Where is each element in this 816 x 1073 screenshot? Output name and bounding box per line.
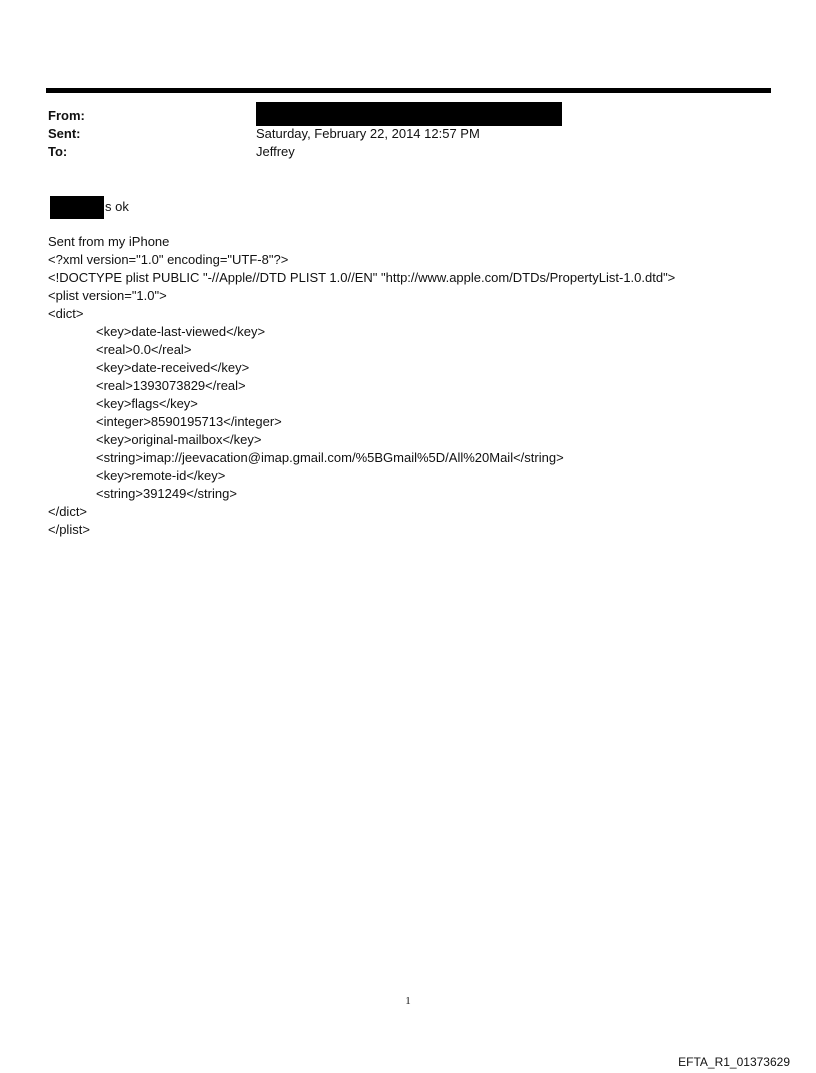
plist-line: <real>1393073829</real> [96,378,246,393]
plist-line: <key>flags</key> [96,396,198,411]
from-label: From: [48,108,85,123]
sent-value: Saturday, February 22, 2014 12:57 PM [256,126,480,141]
to-label: To: [48,144,68,159]
plist-line: <key>date-last-viewed</key> [96,324,266,339]
message-redaction [50,196,104,219]
plist-line: <real>0.0</real> [96,342,192,357]
plist-line: <key>remote-id</key> [96,468,226,483]
from-redaction [256,102,562,126]
header-rule [46,88,771,93]
page-number: 1 [405,995,411,1007]
plist-xml-declaration: <?xml version="1.0" encoding="UTF-8"?> [48,252,289,267]
plist-line: <key>original-mailbox</key> [96,432,262,447]
plist-open-tag: <plist version="1.0"> [48,288,167,303]
plist-close-tag: </plist> [48,522,90,537]
message-signature: Sent from my iPhone [48,234,170,249]
plist-line: <string>391249</string> [96,486,237,501]
plist-line: <integer>8590195713</integer> [96,414,282,429]
dict-close-tag: </dict> [48,504,88,519]
document-id: EFTA_R1_01373629 [678,1055,790,1069]
dict-open-tag: <dict> [48,306,84,321]
plist-line: <key>date-received</key> [96,360,250,375]
plist-line: <string>imap://jeevacation@imap.gmail.com/%5BGmail%5D/All%20Mail</string> [96,450,564,465]
message-first-line: s ok [105,199,129,214]
plist-doctype: <!DOCTYPE plist PUBLIC "-//Apple//DTD PLIST 1.0//EN" "http://www.apple.com/DTDs/PropertyList-1.0.dtd"> [48,270,676,285]
sent-label: Sent: [48,126,81,141]
to-value: Jeffrey [256,144,295,159]
